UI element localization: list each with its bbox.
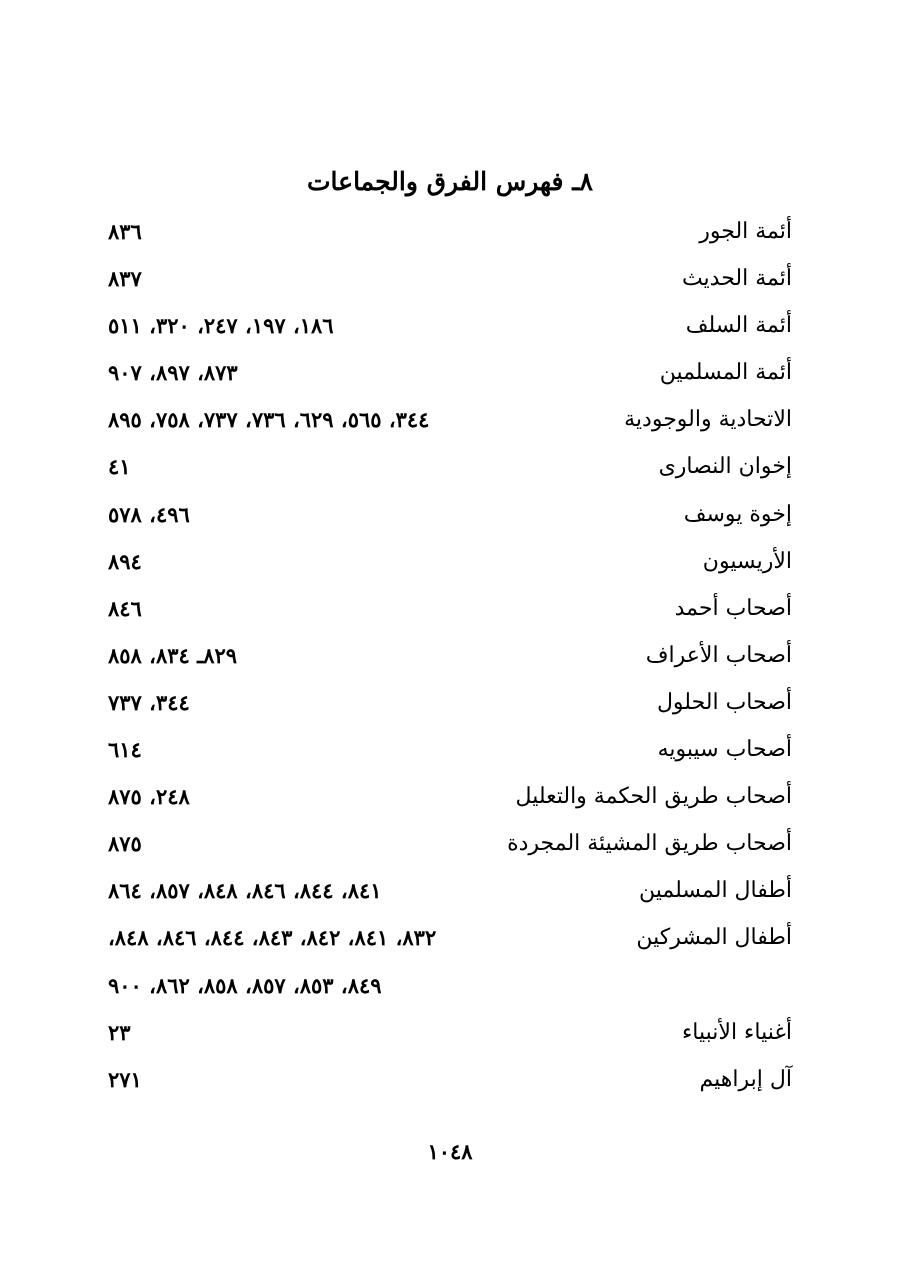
entry-term: الأريسيون bbox=[702, 548, 792, 574]
entry-term: أطفال المسلمين bbox=[639, 878, 792, 904]
entry-term: أصحاب الحلول bbox=[656, 689, 792, 715]
index-entry bbox=[108, 351, 792, 398]
index-entry-continuation bbox=[108, 964, 792, 1011]
index-entry bbox=[108, 398, 792, 445]
entry-term: إخوان النصارى bbox=[658, 454, 792, 480]
entry-term: أئمة الحديث bbox=[681, 266, 792, 292]
entry-term: أئمة السلف bbox=[685, 313, 792, 339]
entry-pages: ٨٣٢، ٨٤١، ٨٤٢، ٨٤٣، ٨٤٤، ٨٤٦، ٨٤٨، bbox=[108, 925, 437, 951]
index-entry bbox=[108, 210, 792, 257]
index-entry bbox=[108, 916, 792, 963]
entry-term: أصحاب أحمد bbox=[674, 595, 792, 621]
index-entry bbox=[108, 634, 792, 681]
entry-term: أئمة الجور bbox=[699, 219, 792, 244]
page-number: ١٠٤٨ bbox=[427, 1139, 473, 1164]
index-entry bbox=[108, 540, 792, 587]
index-entry bbox=[108, 822, 792, 869]
entry-pages: ٨٣٦ bbox=[108, 219, 142, 244]
index-entry bbox=[108, 1011, 792, 1058]
entry-pages: ٤١ bbox=[108, 454, 131, 480]
entry-pages: ٢٧١ bbox=[108, 1066, 142, 1092]
entry-term: أصحاب طريق الحكمة والتعليل bbox=[515, 784, 792, 810]
entry-pages: ٨٧٣، ٨٩٧، ٩٠٧ bbox=[108, 360, 238, 386]
entry-pages: ٦١٤ bbox=[108, 737, 142, 763]
entry-term: أصحاب الأعراف bbox=[645, 642, 792, 668]
index-entry bbox=[108, 1058, 792, 1105]
index-entry bbox=[108, 257, 792, 304]
entry-term: آل إبراهيم bbox=[699, 1066, 792, 1092]
entry-term: أصحاب طريق المشيئة المجردة bbox=[507, 831, 792, 857]
index-entry bbox=[108, 775, 792, 822]
index-entry bbox=[108, 445, 792, 492]
entry-pages: ٨٢٩ـ ٨٣٤، ٨٥٨ bbox=[108, 642, 238, 668]
page-title: ٨ـ فهرس الفرق والجماعات bbox=[307, 167, 593, 196]
index-entry bbox=[108, 587, 792, 634]
entry-pages: ٨٣٧ bbox=[108, 266, 142, 292]
entry-pages: ٣٤٤، ٧٣٧ bbox=[108, 689, 190, 715]
entry-pages: ٨٧٥ bbox=[108, 831, 142, 857]
entry-term: أطفال المشركين bbox=[636, 925, 792, 951]
entry-term: أئمة المسلمين bbox=[659, 360, 792, 386]
index-entry bbox=[108, 493, 792, 540]
entry-pages: ٢٣ bbox=[108, 1019, 131, 1045]
index-list bbox=[108, 210, 792, 1105]
entry-term: إخوة يوسف bbox=[683, 501, 792, 527]
index-entry bbox=[108, 869, 792, 916]
index-entry bbox=[108, 681, 792, 728]
entry-pages: ٨٩٤ bbox=[108, 548, 142, 574]
entry-pages: ٤٩٦، ٥٧٨ bbox=[108, 501, 190, 527]
entry-term: أغنياء الأنبياء bbox=[681, 1019, 792, 1045]
entry-term: الاتحادية والوجودية bbox=[624, 407, 792, 433]
entry-pages: ٣٤٤، ٥٦٥، ٦٢٩، ٧٣٦، ٧٣٧، ٧٥٨، ٨٩٥ bbox=[108, 407, 430, 433]
entry-pages: ٨٤١، ٨٤٤، ٨٤٦، ٨٤٨، ٨٥٧، ٨٦٤ bbox=[108, 878, 382, 904]
entry-pages: ٨٤٩، ٨٥٣، ٨٥٧، ٨٥٨، ٨٦٢، ٩٠٠ bbox=[108, 972, 382, 998]
index-entry bbox=[108, 728, 792, 775]
entry-term: أصحاب سيبويه bbox=[657, 737, 792, 763]
entry-pages: ٨٤٦ bbox=[108, 595, 142, 621]
entry-pages: ١٨٦، ١٩٧، ٢٤٧، ٣٢٠، ٥١١ bbox=[108, 313, 334, 339]
index-entry bbox=[108, 304, 792, 351]
entry-pages: ٢٤٨، ٨٧٥ bbox=[108, 784, 190, 810]
